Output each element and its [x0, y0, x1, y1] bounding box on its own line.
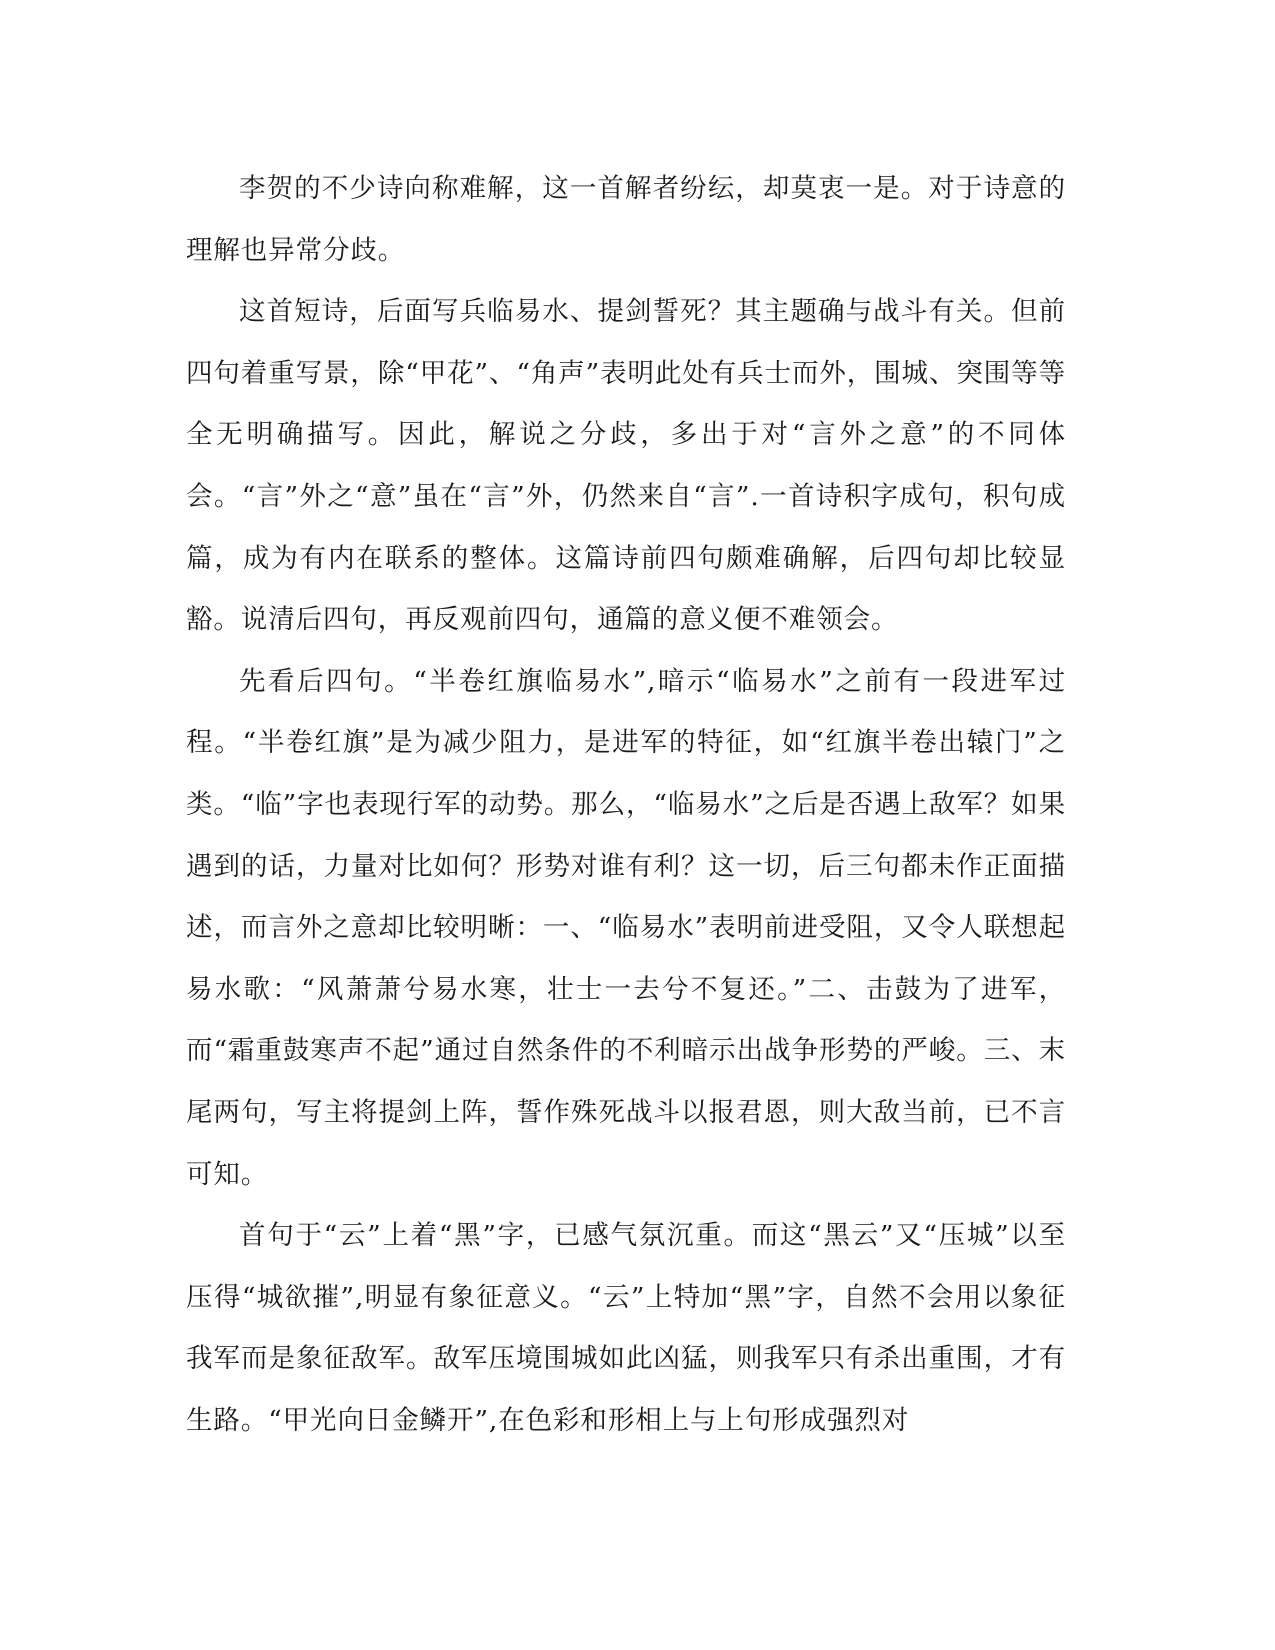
- body-text: [186, 158, 1066, 1451]
- paragraph-2: 这首短诗，后面写兵临易水、提剑誓死？其主题确与战斗有关。但前四句着重写景，除“甲花”、“角声”表明此处有兵士而外，围城、突围等等全无明确描写。因此，解说之分歧，多出于对“言外之意”的不同体会。“言”外之“意”虽在“言”外，仍然来自“言”.一首诗积字成句，积句成篇，成为有内在联系的整体。这篇诗前四句颇难确解，后四句却比较显豁。说清后四句，再反观前四句，通篇的意义便不难领会。: [186, 296, 1066, 636]
- paragraph-4: 首句于“云”上着“黑”字，已感气氛沉重。而这“黑云”又“压城”以至压得“城欲摧”,明显有象征意义。“云”上特加“黑”字，自然不会用以象征我军而是象征敌军。敌军压境围城如此凶猛，则我军只有杀出重围，才有生路。“甲光向日金鳞开”,在色彩和形相上与上句形成强烈对: [186, 1220, 1066, 1436]
- paragraph-1: 李贺的不少诗向称难解，这一首解者纷纭，却莫衷一是。对于诗意的理解也异常分歧。: [186, 173, 1066, 266]
- paragraph-3: 先看后四句。“半卷红旗临易水”,暗示“临易水”之前有一段进军过程。“半卷红旗”是为减少阻力，是进军的特征，如“红旗半卷出辕门”之类。“临”字也表现行军的动势。那么，“临易水”之后是否遇上敌军？如果遇到的话，力量对比如何？形势对谁有利？这一切，后三句都未作正面描述，而言外之意却比较明晰：一、“临易水”表明前进受阻，又令人联想起易水歌：“风萧萧兮易水寒，壮士一去兮不复还。”二、击鼓为了进军，而“霜重鼓寒声不起”通过自然条件的不利暗示出战争形势的严峻。三、末尾两句，写主将提剑上阵，誓作殊死战斗以报君恩，则大敌当前，已不言可知。: [186, 665, 1066, 1190]
